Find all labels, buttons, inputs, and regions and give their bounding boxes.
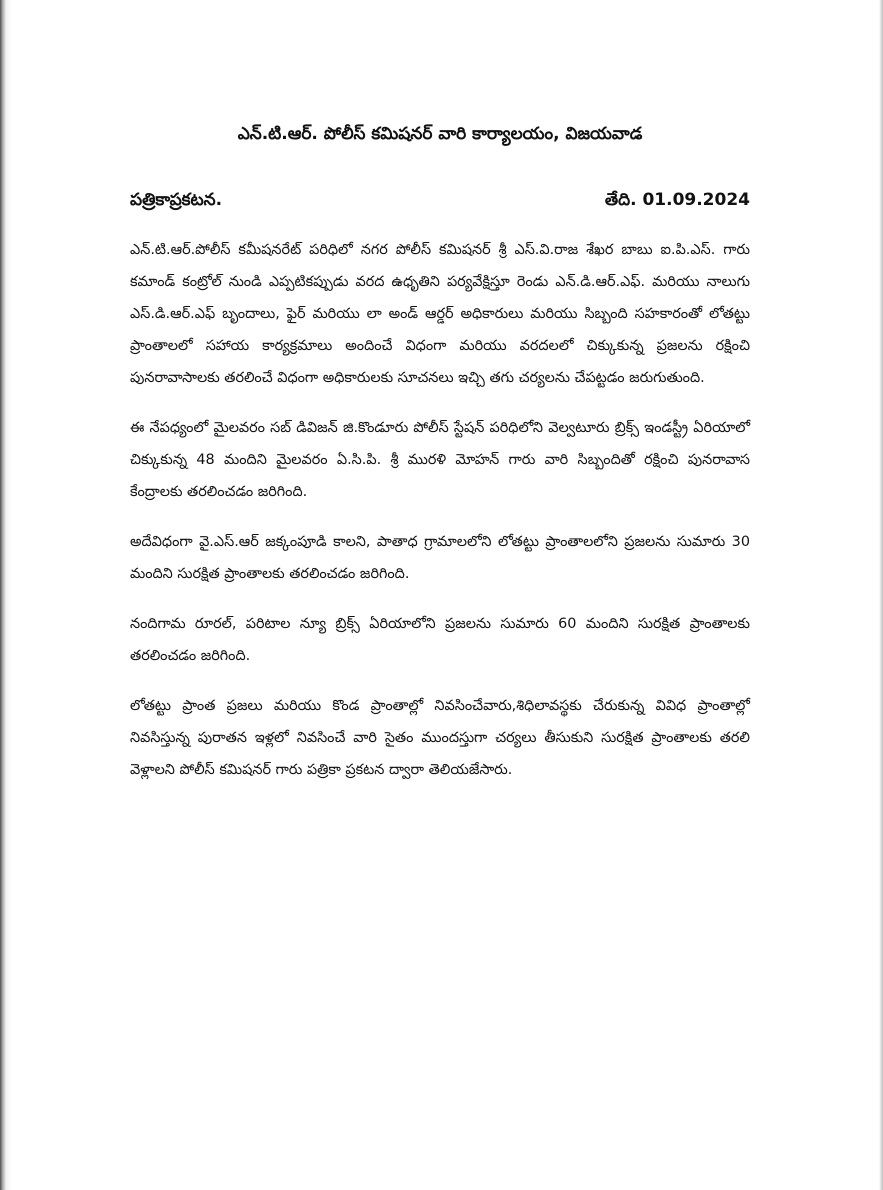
scan-edge <box>879 0 883 1190</box>
paragraph-3: అదేవిధంగా వై.ఎస్.ఆర్ జక్కంపూడి కాలని, పాతాధ గ్రామాలలోని లోతట్టు ప్రాంతాలలోని ప్రజలను సుమారు 30 మందిని సురక్షిత ప్రాంతాలకు తరలించడం జరిగింది. <box>130 534 750 582</box>
header-row <box>130 186 750 214</box>
press-release-document <box>130 120 750 804</box>
paragraph-2: ఈ నేపధ్యంలో మైలవరం సబ్ డివిజన్ జి.కొండూరు పోలీస్ స్టేషన్ పరిధిలోని వెల్వటూరు బ్రిక్స్ ఇండస్ట్రీ ఏరియాలో చిక్కుకున్న 48 మందిని మైలవరం ఏ.సి.పి. శ్రీ మురళి మోహన్ గారు వారి సిబ్బందితో రక్షించి పునరావాస కేంద్రాలకు తరలించడం జరిగింది. <box>130 420 750 500</box>
paragraph-4: నందిగామ రూరల్, పరిటాల న్యూ బ్రిక్స్ ఏరియాలోని ప్రజలను సుమారు 60 మందిని సురక్షిత ప్రాంతాలకు తరలించడం జరిగింది. <box>130 616 750 664</box>
document-title: ఎన్.టి.ఆర్. పోలీస్ కమిషనర్ వారి కార్యాలయం, విజయవాడ <box>237 124 643 144</box>
paragraph-5: లోతట్టు ప్రాంత ప్రజలు మరియు కొండ ప్రాంతాల్లో నివసించేవారు,శిధిలావస్థకు చేరుకున్న వివిధ ప్రాంతాల్లో నివసిస్తున్న పురాతన ఇళ్లలో నివసించే వారి సైతం ముందస్తుగా చర్యలు తీసుకుని సురక్షిత ప్రాంతాలకు తరలి వెళ్లాలని పోలీస్ కమిషనర్ గారు పత్రికా ప్రకటన ద్వారా తెలియజేసారు. <box>130 698 750 778</box>
press-release-label: పత్రికాప్రకటన. <box>130 190 223 210</box>
date-label: తేది. 01.09.2024 <box>604 190 750 210</box>
paragraph-1: ఎన్.టి.ఆర్.పోలీస్ కమీషనరేట్ పరిధిలో నగర పోలీస్ కమిషనర్ శ్రీ ఎస్.వి.రాజ శేఖర బాబు ఐ.పి.ఎస్. గారు కమాండ్ కంట్రోల్ నుండి ఎప్పటికప్పుడు వరద ఉధృతిని పర్యవేక్షిస్తూ రెండు ఎన్.డి.ఆర్.ఎఫ్. మరియు నాలుగు ఎస్.డి.ఆర్.ఎఫ్ బృందాలు, ఫైర్ మరియు లా అండ్ ఆర్డర్ అధికారులు మరియు సిబ్బంది సహకారంతో లోతట్టు ప్రాంతాలలో సహాయ కార్యక్రమాలు అందించే విధంగా మరియు వరదలలో చిక్కుకున్న ప్రజలను రక్షించి పునరావాసాలకు తరలించే విధంగా అధికారులకు సూచనలు ఇచ్చి తగు చర్యలను చేపట్టడం జరుగుతుంది. <box>130 242 750 386</box>
